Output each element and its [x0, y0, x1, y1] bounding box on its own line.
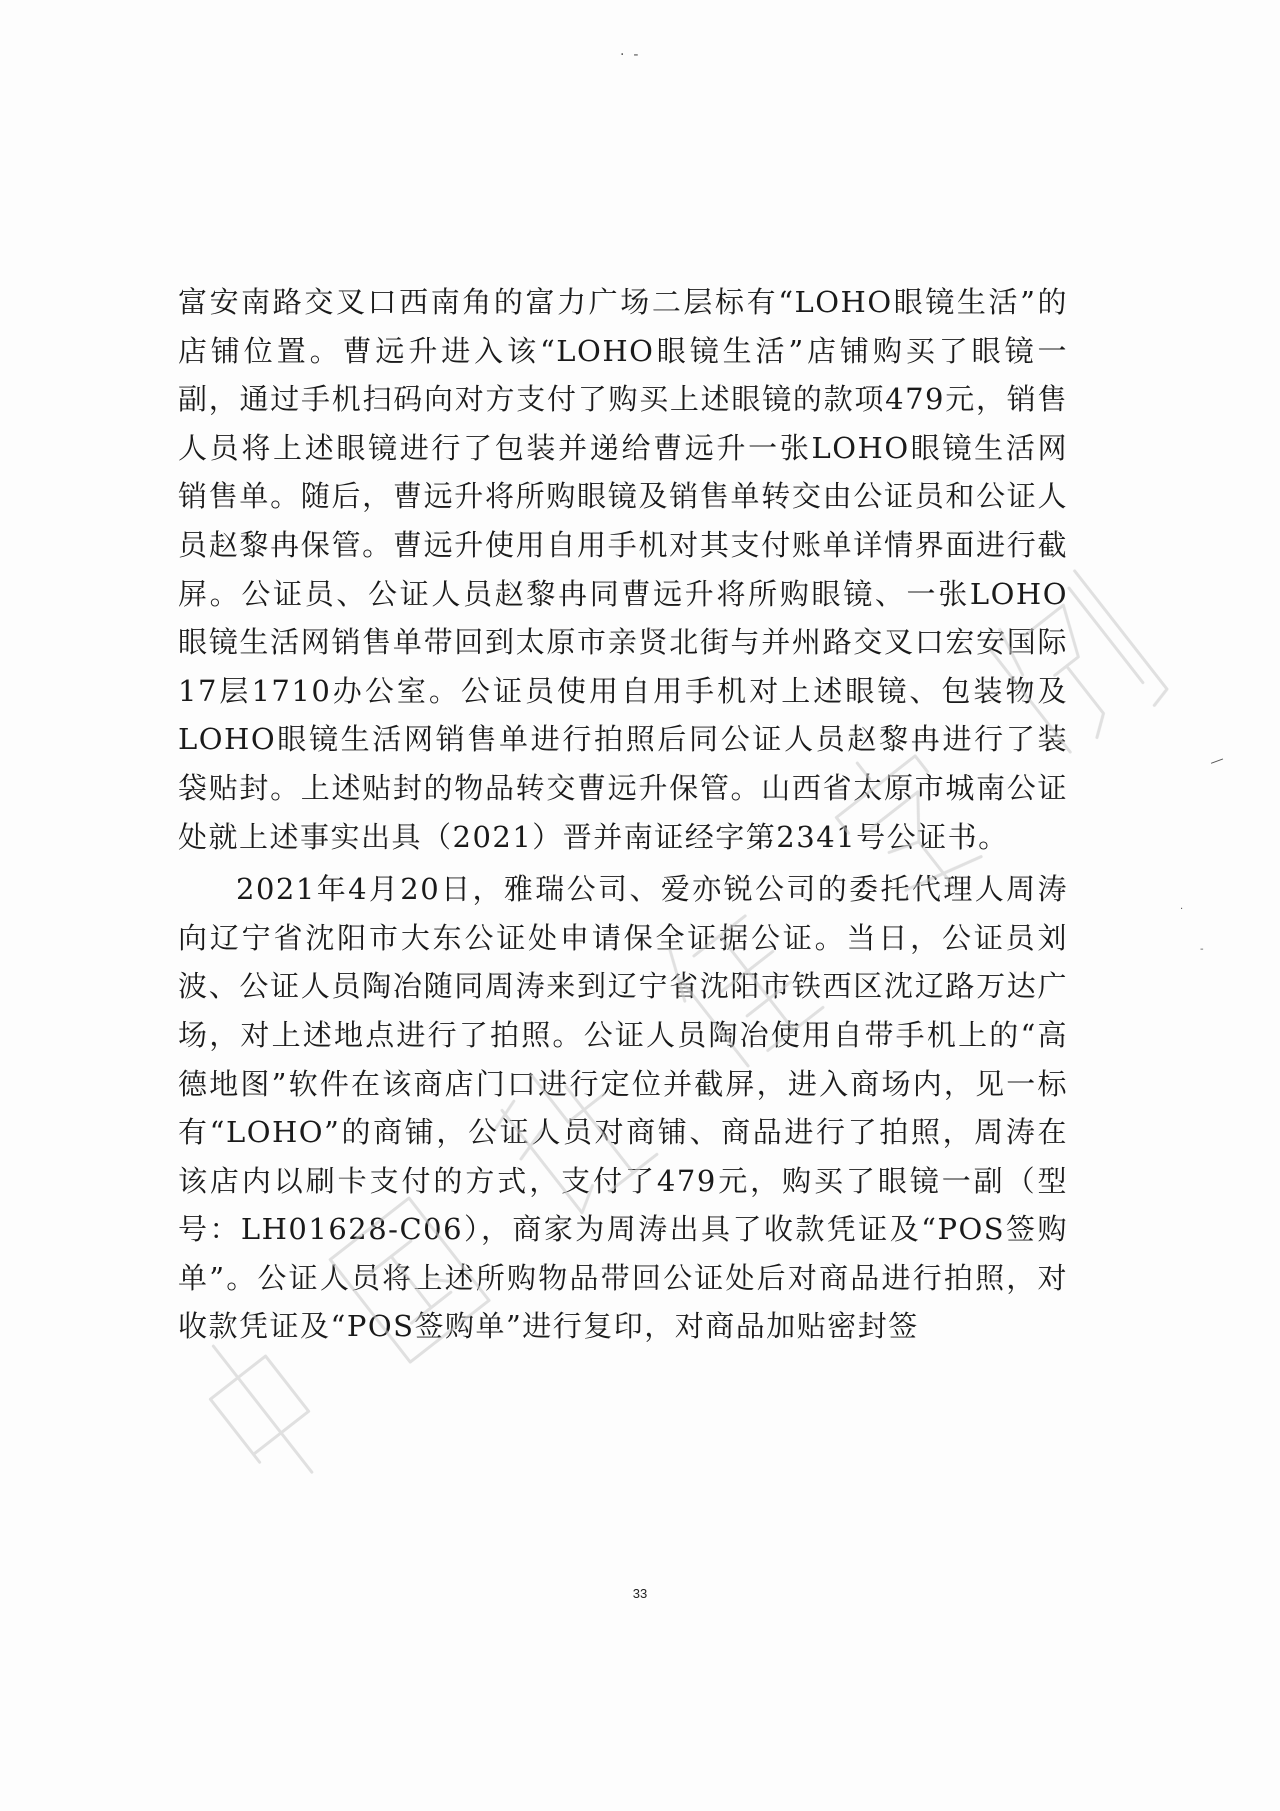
page-number: 33 [632, 1586, 648, 1601]
paragraph: 2021年4月20日，雅瑞公司、爱亦锐公司的委托代理人周涛向辽宁省沈阳市大东公证处申请保全证据公证。当日，公证员刘波、公证人员陶冶随同周涛来到辽宁省沈阳市铁西区沈辽路万达广场，对上述地点进行了拍照。公证人员陶冶使用自带手机上的“高德地图”软件在该商店门口进行定位并截屏，进入商场内，见一标有“LOHO”的商铺，公证人员对商铺、商品进行了拍照，周涛在该店内以刷卡支付的方式，支付了479元，购买了眼镜一副（型号：LH01628-C06），商家为周涛出具了收款凭证及“POS签购单”。公证人员将上述所购物品带回公证处后对商品进行拍照，对收款凭证及“POS签购单”进行复印，对商品加贴密封签 [178, 872, 1068, 1344]
paragraph-continued: 富安南路交叉口西南角的富力广场二层标有“LOHO眼镜生活”的店铺位置。曹远升进入该“LOHO眼镜生活”店铺购买了眼镜一副，通过手机扫码向对方支付了购买上述眼镜的款项479元，销售人员将上述眼镜进行了包装并递给曹远升一张LOHO眼镜生活网销售单。随后，曹远升将所购眼镜及销售单转交由公证员和公证人员赵黎冉保管。曹远升使用自用手机对其支付账单详情界面进行截屏。公证员、公证人员赵黎冉同曹远升将所购眼镜、一张LOHO眼镜生活网销售单带回到太原市亲贤北街与并州路交叉口宏安国际17层1710办公室。公证员使用自用手机对上述眼镜、包装物及LOHO眼镜生活网销售单进行拍照后同公证人员赵黎冉进行了装袋贴封。上述贴封的物品转交曹远升保管。山西省太原市城南公证处就上述事实出具（2021）晋并南证经字第2341号公证书。 [178, 285, 1068, 854]
scan-speck: - [1200, 944, 1204, 955]
scan-speck: — [1207, 751, 1227, 771]
scan-speck: · [1180, 904, 1184, 915]
document-body [178, 278, 1068, 1351]
scan-speck: · - [620, 47, 639, 63]
